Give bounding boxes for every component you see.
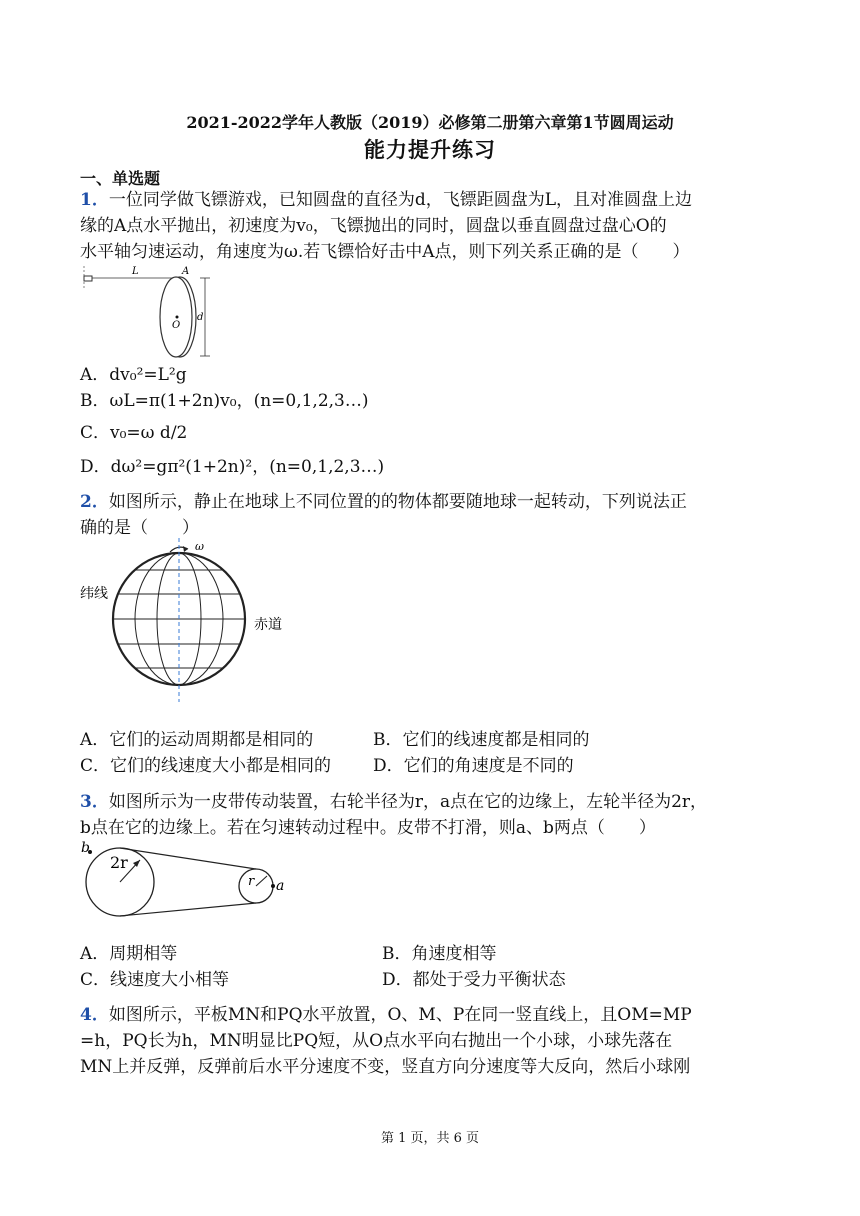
q2-line1: 2．如图所示，静止在地球上不同位置的的物体都要随地球一起转动，下列说法正 xyxy=(80,492,687,512)
page-footer: 第 1 页，共 6 页 xyxy=(380,1131,480,1146)
q2-number: 2． xyxy=(80,492,109,512)
q3-number: 3． xyxy=(80,792,109,812)
q4-line2: =h，PQ长为h，MN明显比PQ短，从O点水平向右抛出一个小球，小球先落在 xyxy=(80,1031,673,1051)
q1-option-c: C．v₀=ω d/2 xyxy=(80,423,188,443)
q3-option-c: C．线速度大小相等 xyxy=(80,970,230,990)
q1-option-d: D．dω²=gπ²(1+2n)²，(n=0,1,2,3…) xyxy=(80,457,385,477)
q4-number: 4． xyxy=(80,1005,109,1025)
q3-belt-drive-figure xyxy=(80,838,300,920)
q1-fig-d-label: d xyxy=(197,312,204,323)
q1-dart-disc-figure xyxy=(80,262,220,358)
q1-option-b: B．ωL=π(1+2n)v₀，(n=0,1,2,3…) xyxy=(80,391,369,411)
q3-option-a: A．周期相等 xyxy=(80,944,178,964)
q2-line2: 确的是（ ） xyxy=(80,518,199,538)
q4-line3: MN上并反弹，反弹前后水平分速度不变，竖直方向分速度等大反向，然后小球刚 xyxy=(80,1057,691,1077)
q1-option-a: A．dv₀²=L²g xyxy=(80,365,187,385)
q1-line1: 1．一位同学做飞镖游戏，已知圆盘的直径为d，飞镖距圆盘为L，且对准圆盘上边 xyxy=(80,190,693,210)
q1-fig-A-label: A xyxy=(182,266,190,277)
section-heading: 一、单选题 xyxy=(80,169,161,188)
q2-option-b: B．它们的线速度都是相同的 xyxy=(373,730,590,750)
document-subtitle: 能力提升练习 xyxy=(364,137,496,162)
q2-option-c: C．它们的线速度大小都是相同的 xyxy=(80,756,332,776)
q1-fig-L-label: L xyxy=(132,266,139,277)
q2-fig-omega-label: ω xyxy=(195,540,204,553)
q3-option-b: B．角速度相等 xyxy=(382,944,497,964)
q3-line1: 3．如图所示为一皮带传动装置，右轮半径为r，a点在它的边缘上，左轮半径为2r， xyxy=(80,792,708,812)
q3-fig-b-label: b xyxy=(81,840,90,856)
q2-option-d: D．它们的角速度是不同的 xyxy=(373,756,574,776)
q2-fig-latitude-label: 纬线 xyxy=(80,586,108,602)
q3-fig-a-label: a xyxy=(276,878,285,894)
q2-option-a: A．它们的运动周期都是相同的 xyxy=(80,730,314,750)
q1-line3: 水平轴匀速运动，角速度为ω.若飞镖恰好击中A点，则下列关系正确的是（ ） xyxy=(80,242,690,262)
q3-fig-r-label: r xyxy=(248,874,255,889)
q3-line2: b点在它的边缘上。若在匀速转动过程中。皮带不打滑，则a、b两点（ ） xyxy=(80,818,656,838)
q1-line2: 缘的A点水平抛出，初速度为v₀，飞镖抛出的同时，圆盘以垂直圆盘过盘心O的 xyxy=(80,216,667,236)
q4-line1: 4．如图所示，平板MN和PQ水平放置，O、M、P在同一竖直线上，且OM=MP xyxy=(80,1005,692,1025)
q1-number: 1． xyxy=(80,190,109,210)
document-title: 2021-2022学年人教版（2019）必修第二册第六章第1节圆周运动 xyxy=(186,113,674,132)
q1-fig-O-label: O xyxy=(172,320,181,331)
q3-fig-2r-label: 2r xyxy=(110,853,128,872)
q2-globe-figure xyxy=(78,536,298,706)
q3-option-d: D．都处于受力平衡状态 xyxy=(382,970,566,990)
q2-fig-equator-label: 赤道 xyxy=(254,617,282,633)
